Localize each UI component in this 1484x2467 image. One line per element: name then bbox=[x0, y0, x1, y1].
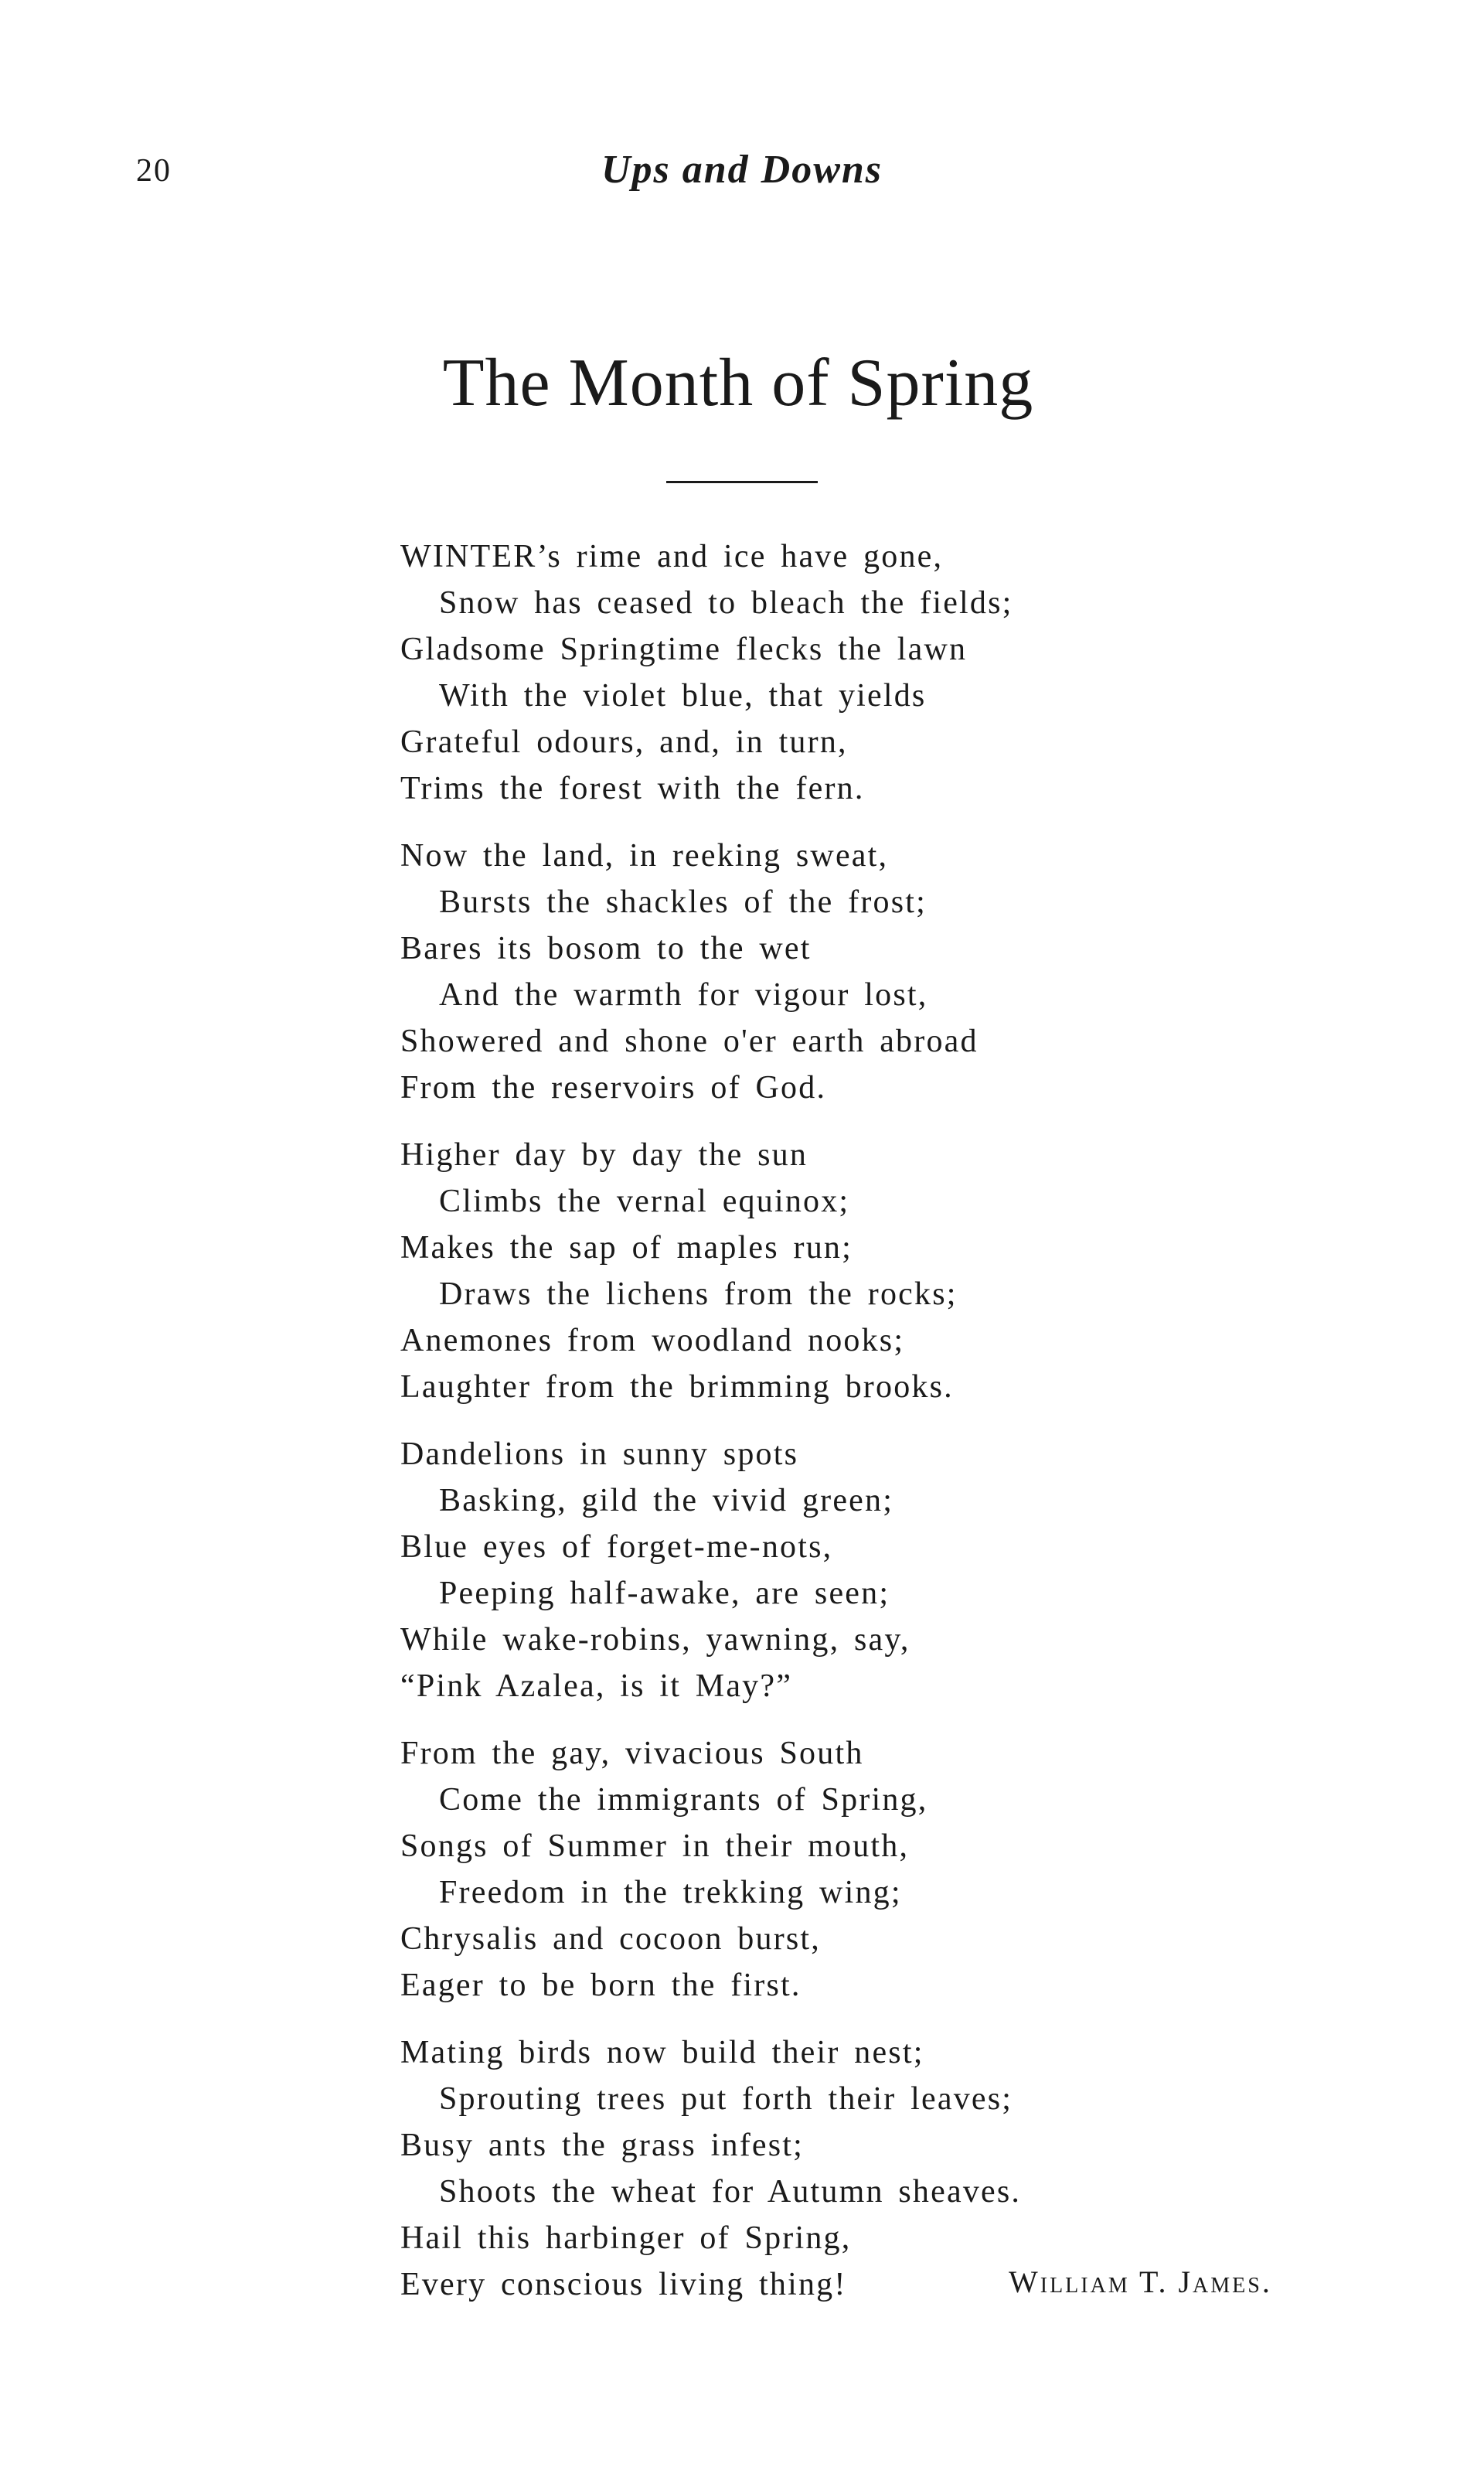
poem-line: Blue eyes of forget-me-nots, bbox=[400, 1529, 833, 1565]
poem-line: Bursts the shackles of the frost; bbox=[439, 884, 928, 920]
poem-line: Grateful odours, and, in turn, bbox=[400, 724, 848, 760]
poem-title: The Month of Spring bbox=[442, 346, 1034, 421]
author-signature: William T. James. bbox=[1009, 2264, 1272, 2299]
stanza bbox=[400, 1132, 1405, 1410]
stanza bbox=[400, 833, 1405, 1111]
poem-line: Trims the forest with the fern. bbox=[400, 771, 865, 806]
poem-line: Higher day by day the sun bbox=[400, 1137, 808, 1173]
poem-line: Dandelions in sunny spots bbox=[400, 1436, 799, 1472]
poem-line: Mating birds now build their nest; bbox=[400, 2035, 924, 2070]
poem-body bbox=[400, 533, 1405, 2329]
poem-line: Peeping half-awake, are seen; bbox=[439, 1576, 890, 1611]
poem-line: Sprouting trees put forth their leaves; bbox=[439, 2081, 1013, 2117]
stanza bbox=[400, 1730, 1405, 2009]
stanza bbox=[400, 1431, 1405, 1709]
poem-line: From the gay, vivacious South bbox=[400, 1736, 864, 1771]
poem-line: Every conscious living thing! bbox=[400, 2267, 847, 2302]
poem-line: Makes the sap of maples run; bbox=[400, 1230, 853, 1266]
poem-line: WINTER’s rime and ice have gone, bbox=[400, 539, 944, 574]
poem-line: “Pink Azalea, is it May?” bbox=[400, 1668, 793, 1704]
page-number: 20 bbox=[136, 153, 172, 189]
poem-line: With the violet blue, that yields bbox=[439, 678, 927, 714]
poem-line: Songs of Summer in their mouth, bbox=[400, 1828, 910, 1864]
stanza bbox=[400, 533, 1405, 812]
poem-line: Anemones from woodland nooks; bbox=[400, 1323, 905, 1358]
poem-line: Bares its bosom to the wet bbox=[400, 931, 812, 966]
poem-line: Chrysalis and cocoon burst, bbox=[400, 1921, 821, 1957]
poem-line: Draws the lichens from the rocks; bbox=[439, 1276, 958, 1312]
poem-line: Shoots the wheat for Autumn sheaves. bbox=[439, 2174, 1022, 2210]
poem-line: Eager to be born the first. bbox=[400, 1968, 802, 2003]
poem-line: Busy ants the grass infest; bbox=[400, 2128, 805, 2163]
poem-line: Freedom in the trekking wing; bbox=[439, 1875, 902, 1910]
poem-line: From the reservoirs of God. bbox=[400, 1070, 827, 1106]
running-title: Ups and Downs bbox=[601, 148, 883, 192]
poem-line: Now the land, in reeking sweat, bbox=[400, 838, 889, 874]
poem-line: Hail this harbinger of Spring, bbox=[400, 2220, 852, 2256]
title-rule bbox=[666, 481, 818, 483]
poem-line: While wake-robins, yawning, say, bbox=[400, 1622, 910, 1658]
poem-line: Basking, gild the vivid green; bbox=[439, 1483, 894, 1518]
poem-line: Showered and shone o'er earth abroad bbox=[400, 1024, 979, 1059]
poem-line: And the warmth for vigour lost, bbox=[439, 977, 928, 1013]
poem-line: Snow has ceased to bleach the fields; bbox=[439, 585, 1013, 621]
poem-line: Climbs the vernal equinox; bbox=[439, 1184, 850, 1219]
poem-line: Laughter from the brimming brooks. bbox=[400, 1369, 954, 1405]
poem-line: Come the immigrants of Spring, bbox=[439, 1782, 928, 1818]
poem-line: Gladsome Springtime flecks the lawn bbox=[400, 632, 968, 667]
